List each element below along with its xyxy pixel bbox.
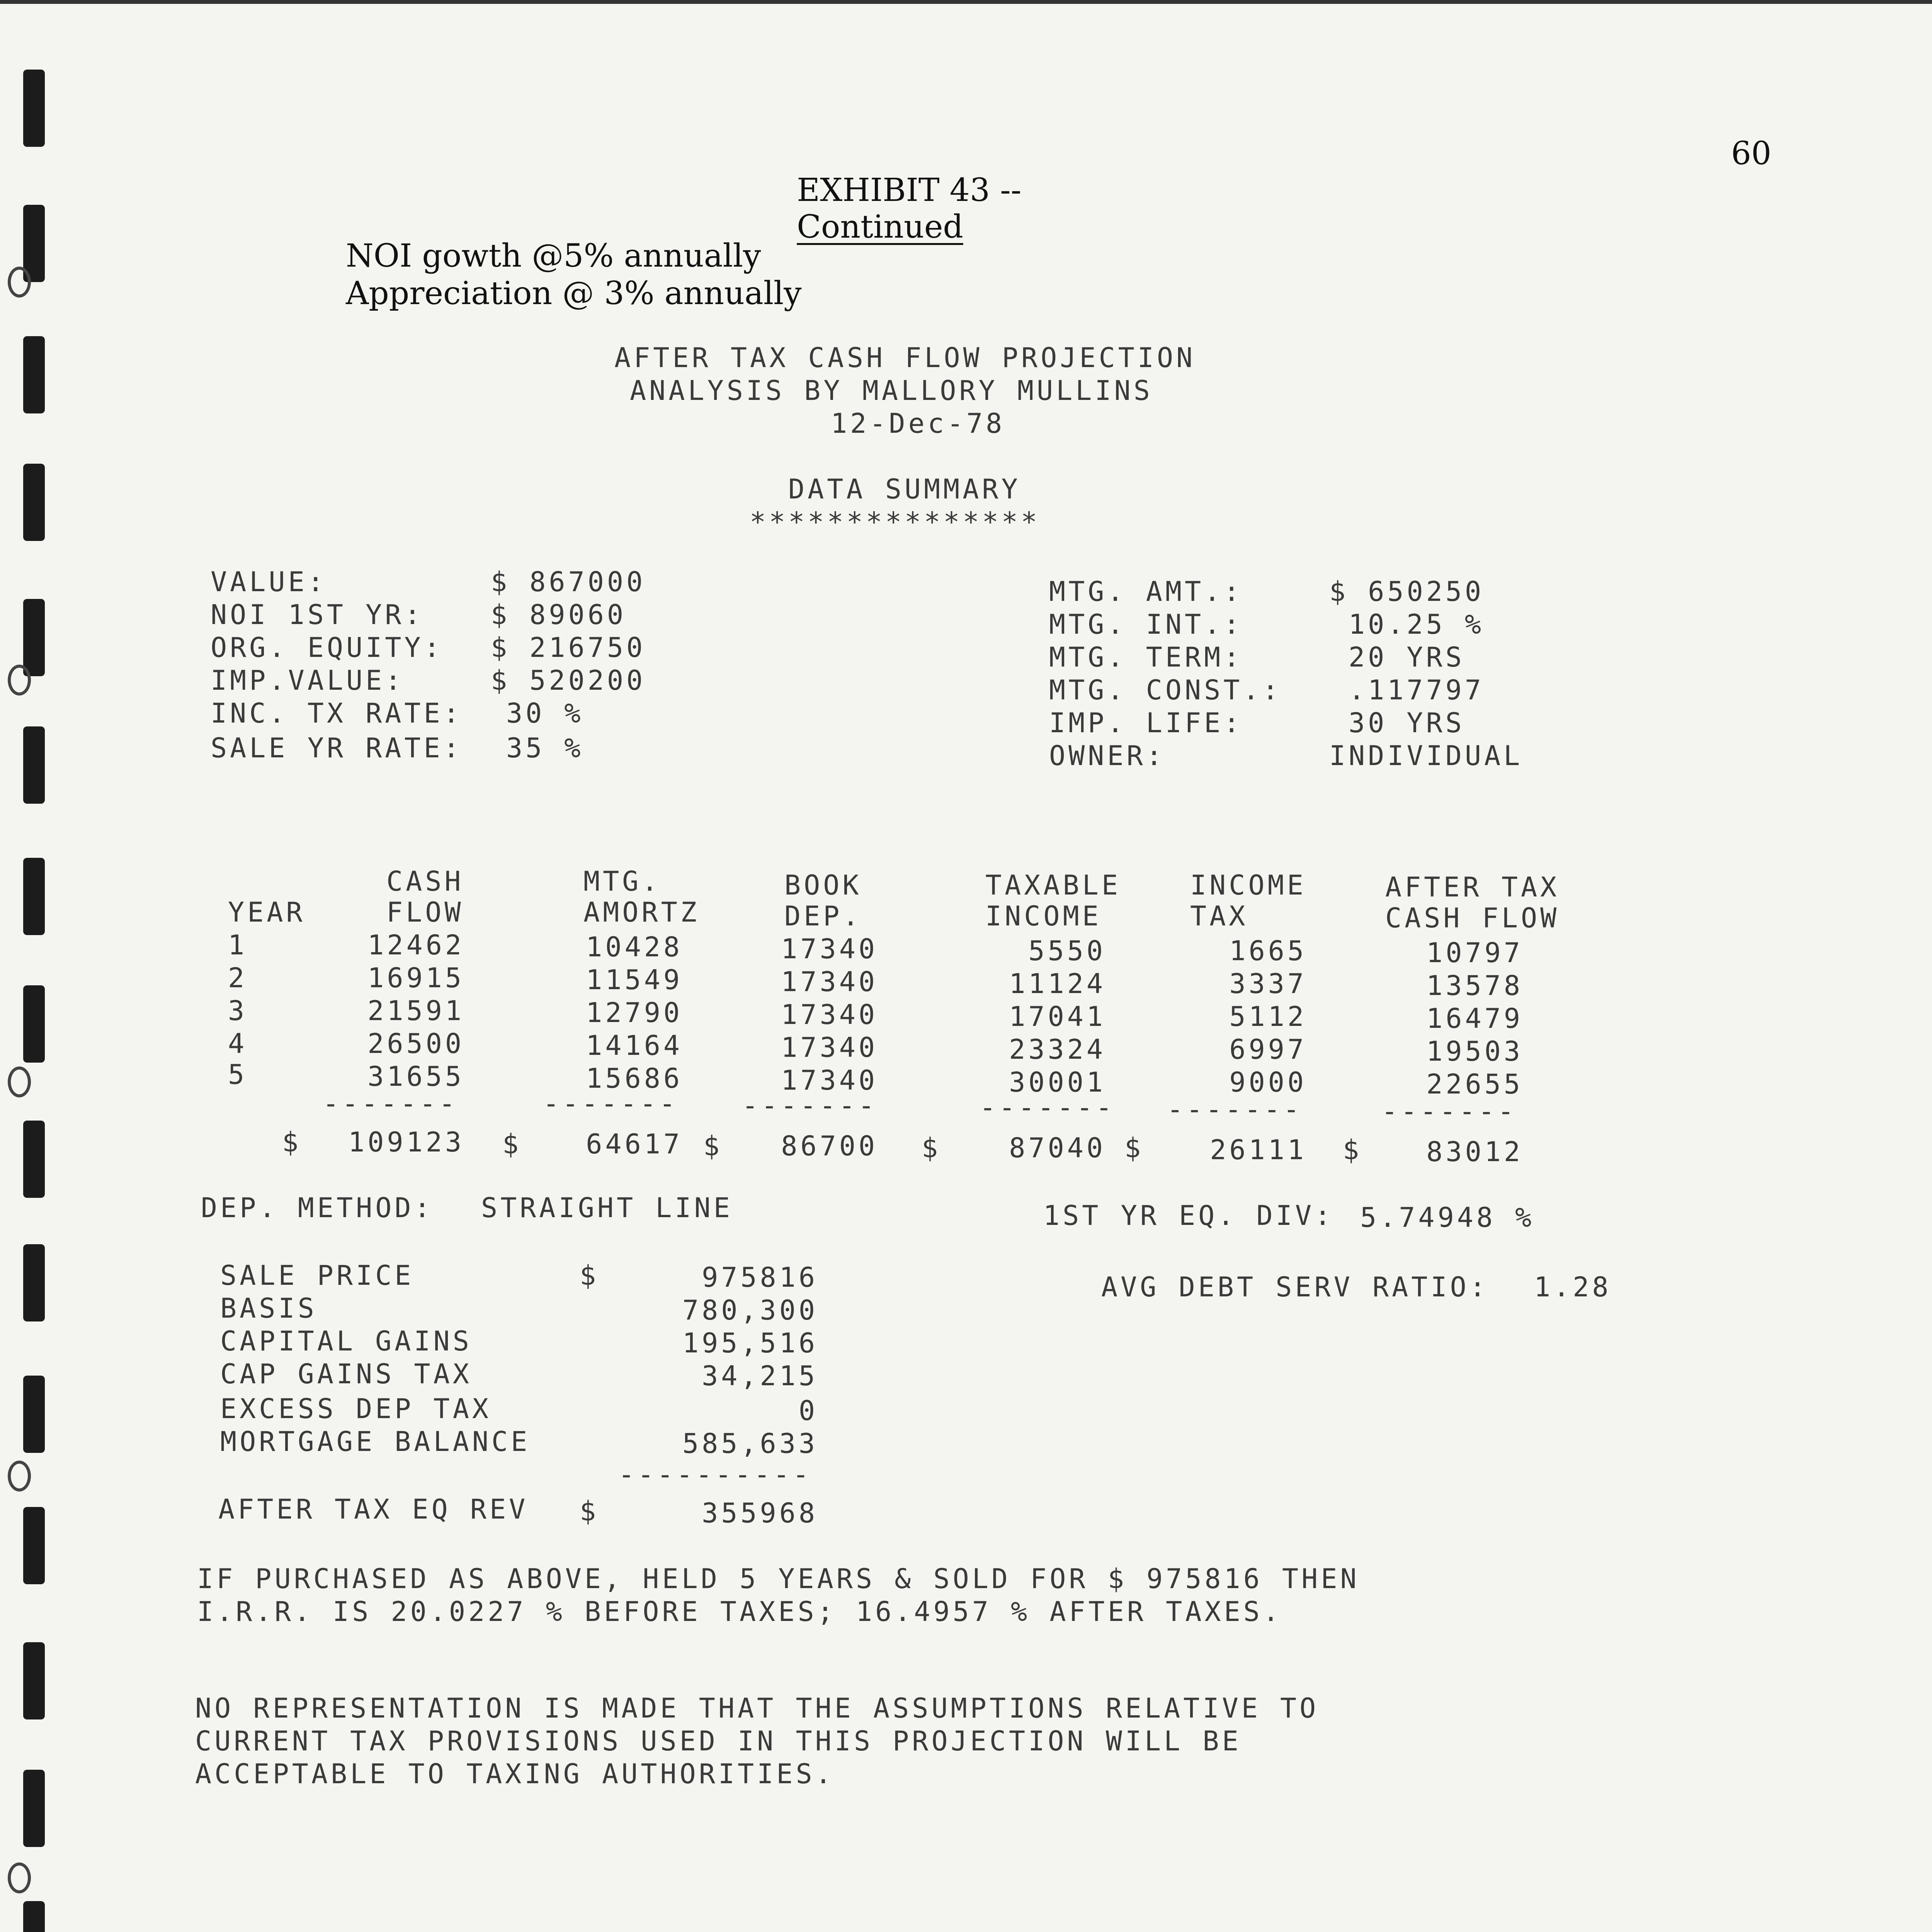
- col-header-cash: CASH: [386, 866, 464, 897]
- col-header-after-tax: AFTER TAX: [1385, 871, 1560, 903]
- col-header-dep: DEP.: [784, 900, 862, 932]
- irr-line-2: I.R.R. IS 20.0227 % BEFORE TAXES; 16.4957 % AFTER TAXES.: [197, 1596, 1282, 1628]
- report-title: AFTER TAX CASH FLOW PROJECTION: [614, 342, 1196, 374]
- summary-value: 30 %: [506, 697, 584, 729]
- summary-value: 20 YRS: [1349, 641, 1465, 673]
- dep-method-value: STRAIGHT LINE: [481, 1192, 733, 1224]
- income-tax-cell: 1665: [1229, 935, 1307, 967]
- summary-label: NOI 1ST YR:: [211, 599, 424, 631]
- binder-hole: [23, 1642, 45, 1719]
- after-tax-cell: 16479: [1426, 1003, 1523, 1034]
- binder-hole: [23, 1244, 45, 1321]
- amortz-cell: 10428: [586, 931, 683, 963]
- summary-label: ORG. EQUITY:: [211, 632, 443, 663]
- col-header-flow: FLOW: [386, 896, 464, 928]
- binder-hole: [23, 464, 45, 541]
- summary-label: MTG. INT.:: [1049, 609, 1243, 640]
- col-header-taxable: TAXABLE: [985, 869, 1121, 901]
- income-tax-cell: 6997: [1229, 1034, 1307, 1065]
- summary-value: $ 867000: [491, 566, 646, 598]
- summary-label: SALE YR RATE:: [211, 732, 463, 764]
- sale-label: SALE PRICE: [220, 1260, 414, 1291]
- year-cell: 4: [228, 1028, 248, 1060]
- total-amortz: 64617: [586, 1128, 683, 1160]
- dollar-sign: $: [282, 1126, 302, 1158]
- total-rule: -------: [1381, 1095, 1517, 1127]
- summary-value: $ 650250: [1329, 576, 1485, 607]
- income-tax-cell: 5112: [1229, 1001, 1307, 1032]
- binder-hole: [23, 985, 45, 1063]
- cash-flow-cell: 26500: [367, 1028, 464, 1060]
- taxable-income-cell: 5550: [1028, 935, 1106, 967]
- year-cell: 3: [228, 995, 248, 1027]
- taxable-income-cell: 23324: [1009, 1034, 1106, 1065]
- dollar-sign: $: [922, 1132, 941, 1164]
- income-tax-cell: 9000: [1229, 1066, 1307, 1098]
- binder-hole: [23, 336, 45, 413]
- disclaimer-line-1: NO REPRESENTATION IS MADE THAT THE ASSUMPTIONS RELATIVE TO: [195, 1692, 1319, 1724]
- after-tax-eq-label: AFTER TAX EQ REV: [218, 1493, 529, 1525]
- dollar-sign: $: [502, 1128, 522, 1160]
- amortz-cell: 14164: [586, 1030, 683, 1061]
- eq-div-label: 1ST YR EQ. DIV:: [1043, 1200, 1334, 1231]
- col-header-income2: INCOME: [985, 900, 1102, 932]
- sale-label: CAPITAL GAINS: [220, 1325, 472, 1357]
- sale-label: BASIS: [220, 1293, 317, 1324]
- binder-ring: [8, 1862, 31, 1893]
- binder-hole: [23, 1901, 45, 1932]
- cash-flow-cell: 31655: [367, 1061, 464, 1092]
- cash-flow-cell: 12462: [367, 929, 464, 961]
- after-tax-cell: 19503: [1426, 1036, 1523, 1067]
- binder-holes: [0, 0, 62, 1932]
- taxable-income-cell: 11124: [1009, 968, 1106, 1000]
- summary-label: VALUE:: [211, 566, 327, 598]
- sale-value: 0: [798, 1395, 818, 1427]
- binder-hole: [23, 1121, 45, 1198]
- eq-div-value: 5.74948 %: [1360, 1202, 1535, 1233]
- after-tax-eq-dollar: $: [580, 1495, 599, 1527]
- sale-dollar: $: [580, 1260, 599, 1291]
- total-cash-flow: 109123: [348, 1126, 464, 1158]
- total-rule: -------: [543, 1088, 679, 1119]
- after-tax-eq-value: 355968: [702, 1497, 818, 1529]
- book-dep-cell: 17340: [781, 1032, 878, 1063]
- binder-hole: [23, 599, 45, 676]
- amortz-cell: 15686: [586, 1063, 683, 1094]
- summary-value: 10.25 %: [1349, 609, 1485, 640]
- data-summary-title: DATA SUMMARY: [788, 473, 1021, 505]
- total-rule: -------: [323, 1088, 459, 1119]
- summary-value: 30 YRS: [1349, 707, 1465, 739]
- debt-ratio-value: 1.28: [1534, 1271, 1612, 1303]
- page-number: 60: [1731, 135, 1772, 172]
- summary-value: INDIVIDUAL: [1329, 740, 1523, 772]
- sale-value: 34,215: [702, 1360, 818, 1392]
- total-book-dep: 86700: [781, 1130, 878, 1162]
- total-rule: -------: [980, 1092, 1116, 1123]
- assumption-appreciation: Appreciation @ 3% annually: [346, 275, 802, 312]
- year-cell: 5: [228, 1059, 248, 1090]
- amortz-cell: 12790: [586, 997, 683, 1029]
- exhibit-title: [777, 135, 1022, 245]
- sale-label: EXCESS DEP TAX: [220, 1393, 492, 1425]
- binder-ring: [8, 1066, 31, 1097]
- binder-hole: [23, 1507, 45, 1584]
- sale-value: 195,516: [682, 1327, 818, 1359]
- summary-value: $ 520200: [491, 665, 646, 696]
- col-header-cash-flow: CASH FLOW: [1385, 902, 1560, 934]
- binder-hole: [23, 858, 45, 935]
- page-top-edge: [0, 0, 1932, 4]
- book-dep-cell: 17340: [781, 966, 878, 998]
- binder-hole: [23, 70, 45, 147]
- col-header-year: YEAR: [228, 896, 306, 928]
- total-after-tax: 83012: [1426, 1136, 1523, 1168]
- sale-rule: ----------: [618, 1459, 812, 1490]
- dollar-sign: $: [703, 1130, 723, 1162]
- after-tax-cell: 10797: [1426, 937, 1523, 969]
- binder-ring: [8, 267, 31, 298]
- dollar-sign: $: [1343, 1134, 1362, 1166]
- assumption-noi: NOI gowth @5% annually: [346, 238, 761, 274]
- sale-value: 585,633: [682, 1428, 818, 1459]
- year-cell: 1: [228, 929, 248, 961]
- summary-label: INC. TX RATE:: [211, 697, 463, 729]
- report-date: 12-Dec-78: [831, 408, 1005, 439]
- summary-label: OWNER:: [1049, 740, 1165, 772]
- debt-ratio-label: AVG DEBT SERV RATIO:: [1101, 1271, 1489, 1303]
- binder-hole: [23, 1770, 45, 1847]
- book-dep-cell: 17340: [781, 1065, 878, 1096]
- binder-ring: [8, 1461, 31, 1492]
- col-header-amortz: AMORTZ: [583, 896, 700, 928]
- summary-value: $ 89060: [491, 599, 627, 631]
- col-header-book: BOOK: [784, 869, 862, 901]
- summary-label: MTG. TERM:: [1049, 641, 1243, 673]
- col-header-mtg: MTG.: [583, 866, 661, 897]
- summary-value: $ 216750: [491, 632, 646, 663]
- after-tax-cell: 22655: [1426, 1068, 1523, 1100]
- dep-method-label: DEP. METHOD:: [201, 1192, 434, 1224]
- col-header-tax: TAX: [1190, 900, 1248, 932]
- continued-label: Continued: [797, 209, 963, 245]
- taxable-income-cell: 30001: [1009, 1066, 1106, 1098]
- report-analyst: ANALYSIS BY MALLORY MULLINS: [630, 375, 1153, 406]
- sale-label: MORTGAGE BALANCE: [220, 1426, 531, 1458]
- dollar-sign: $: [1124, 1132, 1144, 1164]
- summary-value: 35 %: [506, 732, 584, 764]
- summary-label: IMP. LIFE:: [1049, 707, 1243, 739]
- exhibit-label: EXHIBIT 43 --: [797, 172, 1022, 209]
- cash-flow-cell: 21591: [367, 995, 464, 1027]
- book-dep-cell: 17340: [781, 933, 878, 965]
- book-dep-cell: 17340: [781, 999, 878, 1031]
- cash-flow-cell: 16915: [367, 962, 464, 994]
- taxable-income-cell: 17041: [1009, 1001, 1106, 1032]
- amortz-cell: 11549: [586, 964, 683, 996]
- summary-label: MTG. CONST.:: [1049, 674, 1282, 706]
- income-tax-cell: 3337: [1229, 968, 1307, 1000]
- disclaimer-line-3: ACCEPTABLE TO TAXING AUTHORITIES.: [195, 1758, 835, 1790]
- summary-label: MTG. AMT.:: [1049, 576, 1243, 607]
- binder-ring: [8, 665, 31, 696]
- summary-value: .117797: [1349, 674, 1485, 706]
- binder-hole: [23, 726, 45, 804]
- binder-hole: [23, 1376, 45, 1453]
- total-rule: -------: [742, 1090, 878, 1121]
- total-taxable-income: 87040: [1009, 1132, 1106, 1164]
- sale-value: 780,300: [682, 1294, 818, 1326]
- data-summary-asterisks: ***************: [750, 506, 1041, 538]
- year-cell: 2: [228, 962, 248, 994]
- sale-value: 975816: [702, 1262, 818, 1293]
- summary-label: IMP.VALUE:: [211, 665, 405, 696]
- total-income-tax: 26111: [1210, 1134, 1307, 1166]
- sale-label: CAP GAINS TAX: [220, 1358, 472, 1390]
- after-tax-cell: 13578: [1426, 970, 1523, 1002]
- col-header-income: INCOME: [1190, 869, 1306, 901]
- irr-line-1: IF PURCHASED AS ABOVE, HELD 5 YEARS & SOLD FOR $ 975816 THEN: [197, 1563, 1360, 1595]
- disclaimer-line-2: CURRENT TAX PROVISIONS USED IN THIS PROJECTION WILL BE: [195, 1725, 1242, 1757]
- total-rule: -------: [1167, 1094, 1303, 1125]
